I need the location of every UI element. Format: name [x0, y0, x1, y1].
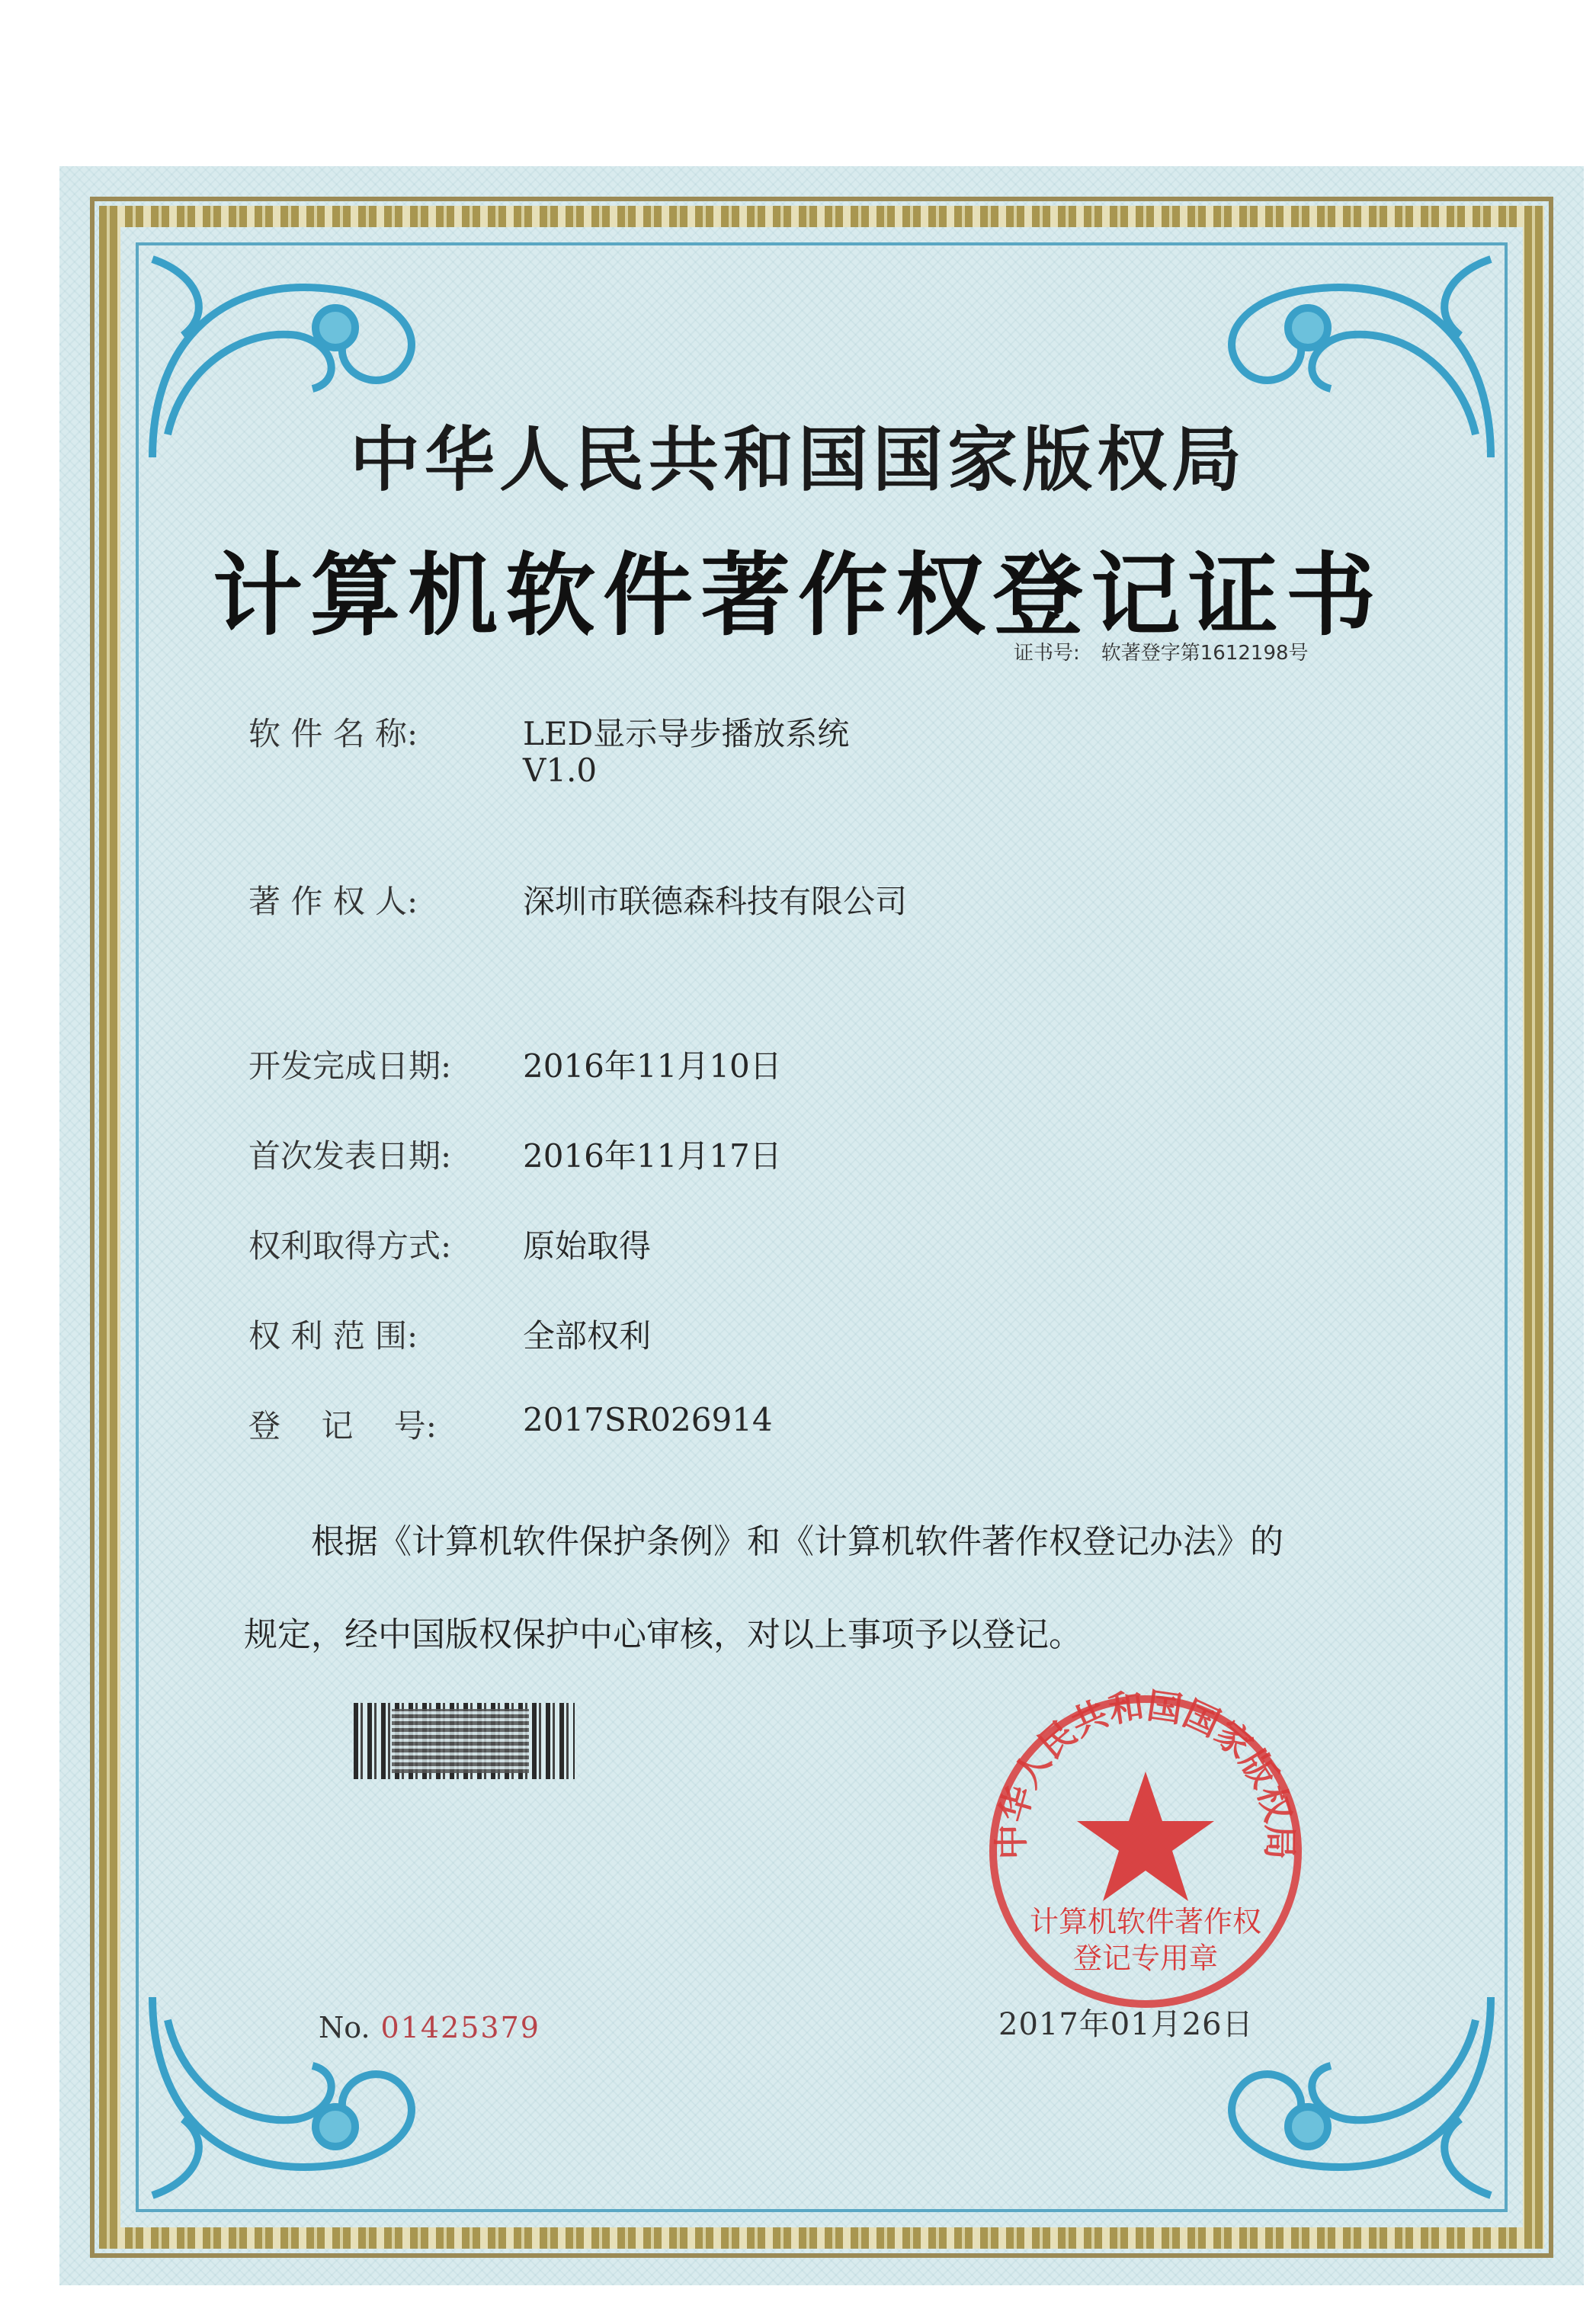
field-value: 2017SR026914	[523, 1401, 773, 1438]
svg-text:计算机软件著作权: 计算机软件著作权	[1029, 1905, 1262, 1938]
serial-value: 01425379	[380, 2011, 540, 2044]
field-label: 权 利 范 围:	[248, 1317, 418, 1355]
field-value: 全部权利	[523, 1317, 652, 1355]
field-label: 著 作 权 人:	[248, 883, 418, 920]
issuer-title: 中华人民共和国国家版权局	[349, 419, 1246, 501]
serial-number	[319, 2011, 540, 2044]
field-value: 原始取得	[523, 1227, 652, 1265]
field-label: 开发完成日期:	[248, 1047, 452, 1085]
field-value-version: V1.0	[523, 752, 598, 789]
svg-text:登记专用章: 登记专用章	[1072, 1941, 1219, 1975]
field-value: LED显示导步播放系统	[523, 715, 850, 752]
certificate-number-label: 证书号:	[1014, 642, 1080, 665]
field-value: 2016年11月10日	[523, 1047, 782, 1085]
certificate-number-value: 软著登字第1612198号	[1101, 642, 1309, 665]
body-line-2: 规定，经中国版权保护中心审核，对以上事项予以登记。	[244, 1615, 1082, 1654]
field-label: 软 件 名 称:	[248, 715, 418, 752]
field-value: 2016年11月17日	[523, 1137, 782, 1175]
serial-prefix: No.	[319, 2011, 370, 2044]
official-seal-icon	[974, 1680, 1317, 2023]
body-line-1: 根据《计算机软件保护条例》和《计算机软件著作权登记办法》的	[311, 1522, 1284, 1561]
field-label: 登 记 号:	[248, 1407, 437, 1444]
field-value: 深圳市联德森科技有限公司	[523, 883, 908, 920]
body-paragraph	[244, 1496, 1433, 1682]
issue-date: 2017年01月26日	[998, 2007, 1254, 2042]
field-label: 首次发表日期:	[248, 1137, 452, 1175]
field-label: 权利取得方式:	[248, 1227, 452, 1265]
certificate-number	[1014, 637, 1330, 665]
svg-text:中华人民共和国国家版权局: 中华人民共和国国家版权局	[990, 1685, 1301, 1860]
barcode	[354, 1703, 575, 1779]
certificate-title: 计算机软件著作权登记证书	[212, 542, 1383, 648]
